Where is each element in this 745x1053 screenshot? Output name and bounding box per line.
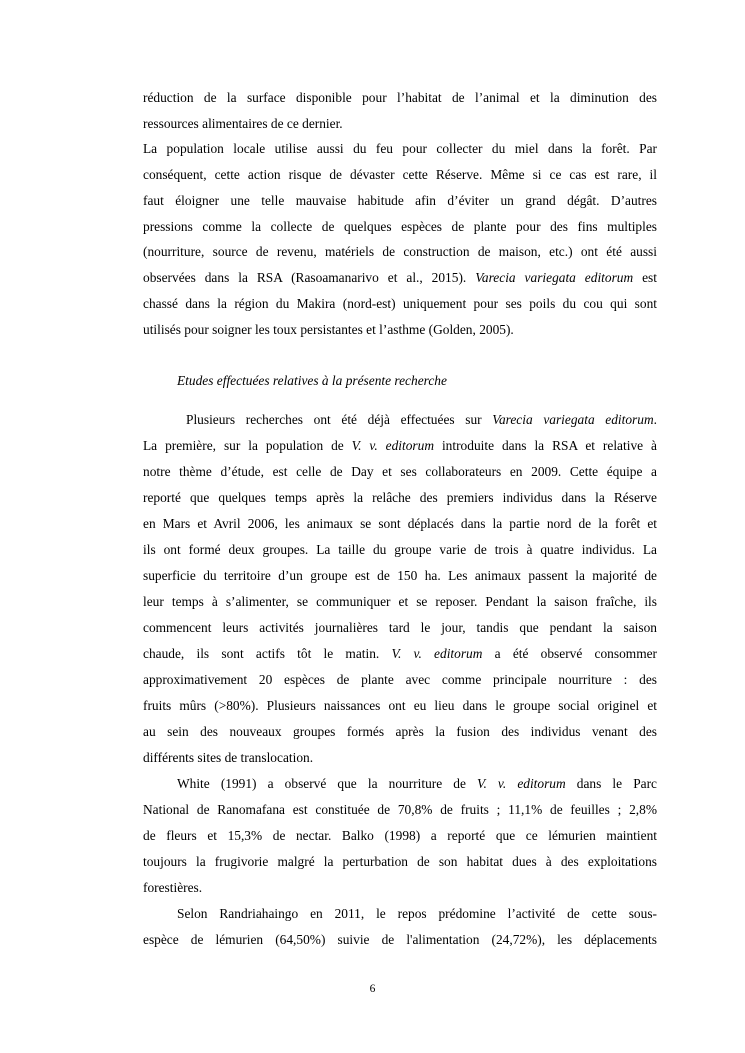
paragraph-3-line-12: fruits mûrs (>80%). Plusieurs naissances ont eu lieu dans le groupe social originel et: [143, 698, 657, 713]
paragraph-3-line-9: commencent leurs activités journalières tard le jour, tandis que pendant la saison: [143, 620, 657, 635]
paragraph-4-line-3: de fleurs et 15,3% de nectar. Balko (1998) a reporté que ce lémurien maintient: [143, 828, 657, 843]
paragraph-2-line-6: [143, 270, 657, 286]
text-span: .: [653, 412, 657, 427]
species-name: Varecia variegata editorum: [492, 412, 654, 427]
section-heading: Etudes effectuées relatives à la présente recherche: [177, 373, 447, 388]
paragraph-1-line-1: réduction de la surface disponible pour l’habitat de l’animal et la diminution des: [143, 90, 657, 105]
paragraph-3-line-4: reporté que quelques temps après la relâche des premiers individus dans la Réserve: [143, 490, 657, 505]
paragraph-3-line-6: ils ont formé deux groupes. La taille du groupe varie de trois à quatre individus. La: [143, 542, 657, 557]
page-number: 6: [369, 983, 376, 995]
paragraph-3-line-1: [186, 412, 657, 428]
paragraph-3-line-8: leur temps à s’alimenter, se communiquer et se reposer. Pendant la saison fraîche, ils: [143, 594, 657, 609]
paragraph-1-line-2: ressources alimentaires de ce dernier.: [143, 116, 343, 131]
text-span: est: [633, 270, 657, 285]
paragraph-4-line-2: National de Ranomafana est constituée de 70,8% de fruits ; 11,1% de feuilles ; 2,8%: [143, 802, 657, 817]
paragraph-4-line-5: forestières.: [143, 880, 203, 895]
paragraph-4-line-4: toujours la frugivorie malgré la perturbation de son habitat dues à des exploitations: [143, 854, 657, 869]
species-name: V. v. editorum: [351, 438, 435, 453]
paragraph-2-line-8: utilisés pour soigner les toux persistantes et l’asthme (Golden, 2005).: [143, 322, 514, 337]
paragraph-3-line-10: [143, 646, 657, 662]
paragraph-3-line-2: [143, 438, 657, 454]
text-span: introduite dans la RSA et relative à: [434, 438, 657, 453]
paragraph-5-line-2: espèce de lémurien (64,50%) suivie de l'alimentation (24,72%), les déplacements: [143, 932, 657, 947]
text-span: chaude, ils sont actifs tôt le matin.: [143, 646, 392, 661]
paragraph-3-line-5: en Mars et Avril 2006, les animaux se sont déplacés dans la partie nord de la forêt et: [143, 516, 657, 531]
text-span: Plusieurs recherches ont été déjà effectuées sur: [186, 412, 493, 427]
species-name: Varecia variegata editorum: [475, 270, 634, 285]
paragraph-3-line-14: différents sites de translocation.: [143, 750, 314, 765]
paragraph-5-line-1: Selon Randriahaingo en 2011, le repos prédomine l’activité de cette sous-: [177, 906, 657, 921]
paragraph-2-line-7: chassé dans la région du Makira (nord-est) uniquement pour ses poils du cou qui sont: [143, 296, 657, 311]
paragraph-2-line-4: pressions comme la collecte de quelques espèces de plante pour des fins multiples: [143, 219, 657, 234]
paragraph-2-line-2: conséquent, cette action risque de dévaster cette Réserve. Même si ce cas est rare, il: [143, 167, 657, 182]
paragraph-2-line-3: faut éloigner une telle mauvaise habitude afin d’éviter un grand dégât. D’autres: [143, 193, 657, 208]
text-span: dans le Parc: [565, 776, 657, 791]
paragraph-3-line-11: approximativement 20 espèces de plante avec comme principale nourriture : des: [143, 672, 657, 687]
paragraph-4-line-1: [177, 776, 657, 792]
species-name: V. v. editorum: [477, 776, 566, 791]
text-span: a été observé consommer: [482, 646, 658, 661]
paragraph-3-line-7: superficie du territoire d’un groupe est de 150 ha. Les animaux passent la majorité de: [143, 568, 657, 583]
text-span: White (1991) a observé que la nourriture de: [177, 776, 478, 791]
paragraph-3-line-13: au sein des nouveaux groupes formés après la fusion des individus venant des: [143, 724, 657, 739]
paragraph-3-line-3: notre thème d’étude, est celle de Day et ses collaborateurs en 2009. Cette équipe a: [143, 464, 657, 479]
paragraph-2-line-1: La population locale utilise aussi du feu pour collecter du miel dans la forêt. Par: [143, 141, 657, 156]
text-span: observées dans la RSA (Rasoamanarivo et al., 2015).: [143, 270, 476, 285]
text-span: La première, sur la population de: [143, 438, 352, 453]
species-name: V. v. editorum: [391, 646, 483, 661]
paragraph-2-line-5: (nourriture, source de revenu, matériels de construction de maison, etc.) ont été aussi: [143, 244, 657, 259]
